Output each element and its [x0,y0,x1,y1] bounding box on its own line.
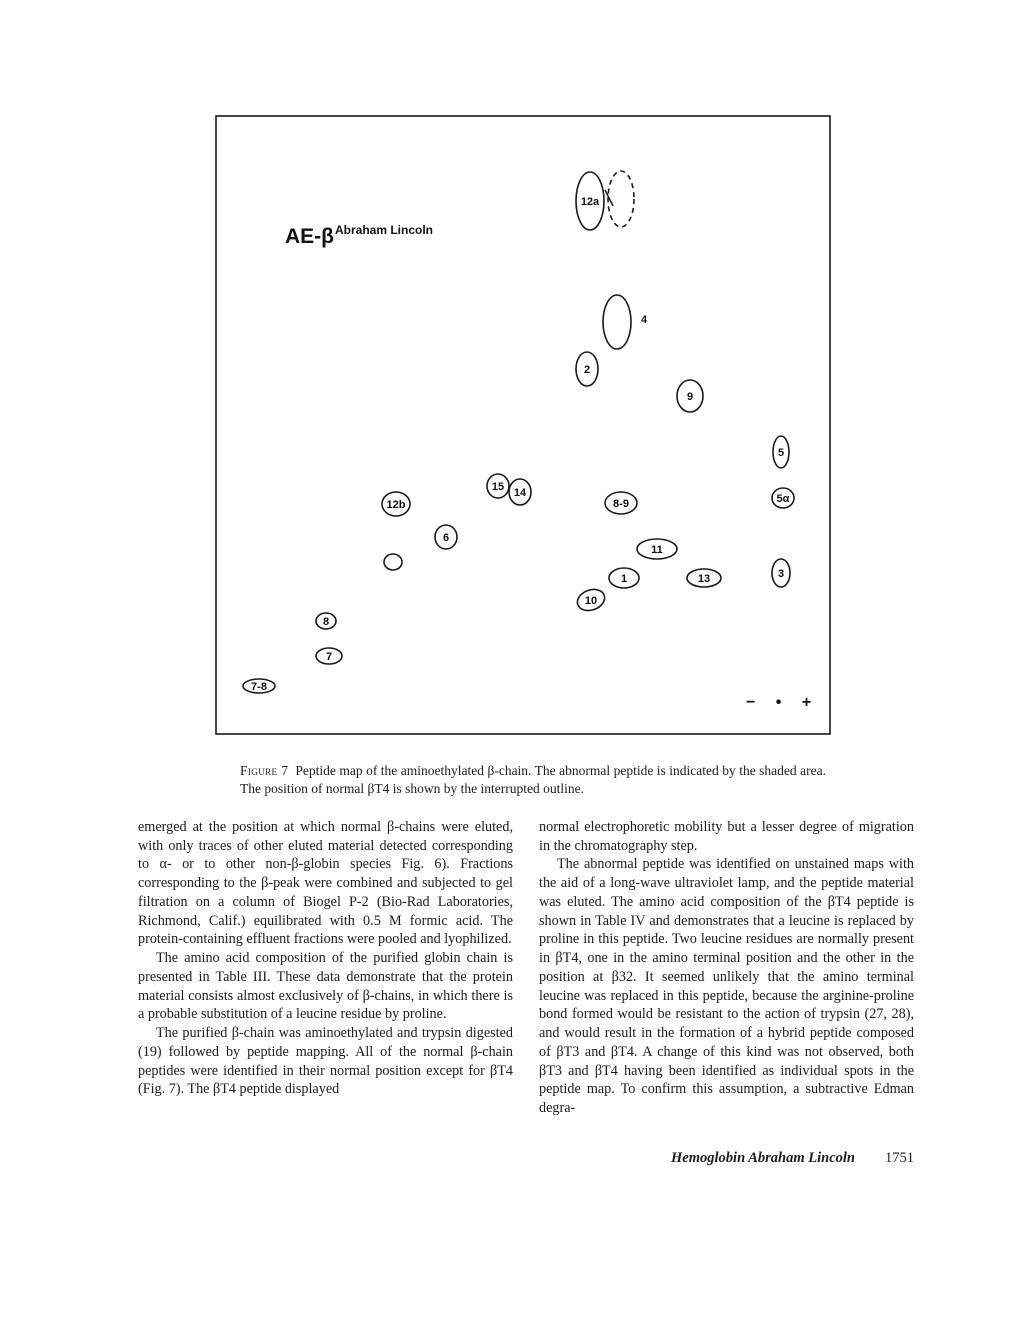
spot-label: 5 [777,447,785,459]
figure-title-superscript: Abraham Lincoln [334,223,433,237]
peptide-spot-11 [637,539,677,559]
left-column [138,818,513,1118]
spot-label: 11 [651,544,663,556]
body-paragraph: The abnormal peptide was identified on unstained maps with the aid of a long-wave ultraviolet lamp, and the peptide material was eluted. The amino acid composition of the βT4 peptide is shown in Table IV and demonstrates that a leucine is replaced by proline in this peptide. Two leucine residues are normally present in βT4, one in the amino terminal position and the other in the position at β32. It seemed unlikely that the amino terminal leucine was replaced in this peptide, because the arginine-proline bond formed would be resistant to the action of trypsin (27, 28), and would result in the formation of a hybrid peptide composed of βT3 and βT4. A change of this kind was not observed, both βT3 and βT4 having been identified as individual spots in the peptide map. To confirm this assumption, a subtractive Edman degra- [539,856,914,1117]
peptide-spot [608,171,634,227]
body-paragraph: The amino acid composition of the purified globin chain is presented in Table III. These data demonstrate that the protein material consists almost exclusively of β-chains, in which there is a probable substitution of a leucine residue by proline. [138,950,513,1023]
spot-label: 14 [513,487,527,499]
spot-label: 13 [697,573,711,585]
peptide-spot-14 [509,479,531,505]
peptide-spot-2 [576,352,598,386]
body-paragraph: The purified β-chain was aminoethylated and trypsin digested (19) followed by peptide mapping. All of the normal β-chain peptides were identified in their normal position except for βT4 (Fig. 7). The βT4 peptide displayed [138,1025,513,1098]
peptide-spot-7-8 [243,679,275,693]
figure-title-main: AE-β [285,225,334,248]
peptide-spot-1 [609,568,639,588]
peptide-spot-15 [487,474,509,498]
peptide-spot-5α [772,488,794,508]
spot-label: 1 [620,573,628,585]
peptide-spot-6 [435,525,457,549]
peptide-spot-8 [316,613,336,629]
figure-caption-label: Figure 7 [240,762,289,778]
peptide-spot-7 [316,648,342,664]
peptide-spot-4 [603,295,648,349]
spot-label: 2 [583,364,591,376]
body-paragraph: emerged at the position at which normal β-chains were eluted, with only traces of other eluted material detected corresponding to α- or to other non-β-globin species Fig. 6). Fractions corresponding to the β-peak were combined and subjected to gel filtration on a column of Biogel P-2 (Bio-Rad Laboratories, Richmond, Calif.) equilibrated with 0.5 M formic acid. The protein-containing effluent fractions were pooled and lyophilized. [138,819,513,948]
spot-label: 8 [322,616,330,628]
spot-label: 8-9 [613,498,629,510]
spot-label: 12b [386,499,406,511]
spot-label: 15 [491,481,505,493]
figure-title [285,223,433,248]
page-number: 1751 [885,1150,914,1166]
peptide-spot-9 [677,380,703,412]
body-paragraph: normal electrophoretic mobility but a lesser degree of migration in the chromatography step. [539,819,914,854]
peptide-spot-8-9 [605,492,637,514]
spot-label: 10 [584,595,598,607]
right-column [539,818,914,1118]
peptide-spot-10 [574,586,607,614]
spot-label: 9 [686,391,694,403]
electrode-polarity-label: − • + [746,694,820,711]
peptide-spot-5 [773,436,789,468]
peptide-spot-13 [687,569,721,587]
figure-caption [240,762,826,800]
spot-label: 3 [777,568,785,580]
peptide-map-figure [215,115,832,737]
spot-label: 12a [580,196,600,208]
figure-caption-text: Peptide map of the aminoethylated β-chain. The abnormal peptide is indicated by the shaded area. The position of normal βT4 is shown by the interrupted outline. [240,762,826,797]
spot-label: 5α [776,493,790,505]
peptide-spot-12b [382,492,410,516]
peptide-spot [384,554,402,570]
figure-7-container [215,115,832,737]
peptide-spot-12a [576,172,604,230]
spot-label: 6 [442,532,450,544]
peptide-spot-3 [772,559,790,587]
body-text-columns [138,818,914,1118]
page-footer [538,1150,914,1167]
spot-label: 4 [640,314,648,326]
figure-border [216,116,830,734]
spot-label: 7 [325,651,333,663]
spot-label: 7-8 [251,681,267,693]
running-title: Hemoglobin Abraham Lincoln [671,1150,855,1166]
